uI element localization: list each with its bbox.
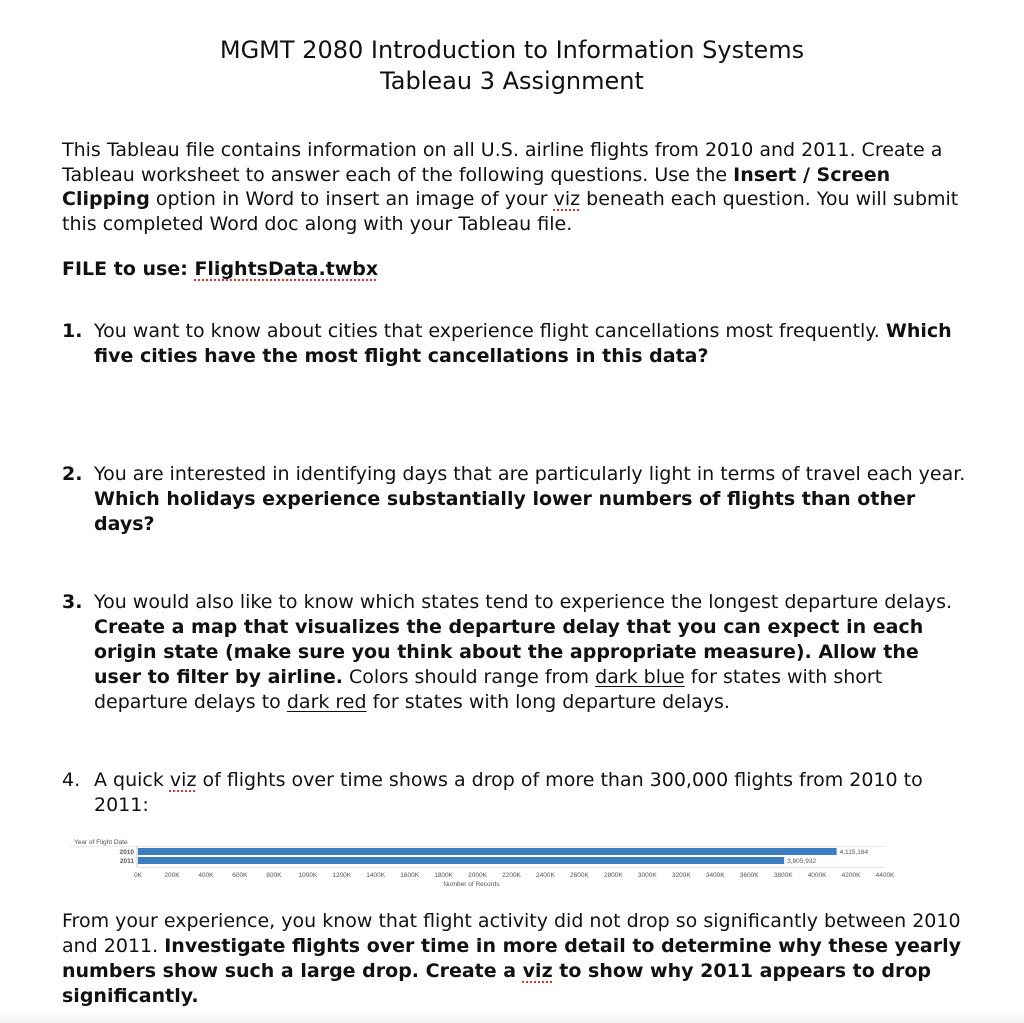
file-name: FlightsData.twbx bbox=[194, 258, 379, 280]
x-tick-label: 2200K bbox=[502, 872, 521, 879]
page-bottom-edge bbox=[0, 1010, 1024, 1023]
question-text: You are interested in identifying days that are particularly light in terms of travel each year. bbox=[94, 463, 966, 485]
value-label-2011: 3,805,932 bbox=[787, 858, 817, 865]
x-axis-label: Number of Records bbox=[443, 881, 500, 888]
question-4 bbox=[62, 768, 972, 818]
final-bold-1: Investigate flights over time in more detail to determine why these yearly numbers show such a large drop. Create a bbox=[62, 935, 961, 982]
insert-screen-clipping: Insert / Screen Clipping bbox=[62, 163, 891, 210]
category-label-2010: 2010 bbox=[119, 849, 134, 856]
question-number: 2. bbox=[62, 463, 83, 485]
final-paragraph bbox=[62, 909, 962, 1009]
question-number: 3. bbox=[62, 591, 83, 613]
bar-2010 bbox=[138, 848, 837, 855]
viz-word: viz bbox=[522, 960, 553, 982]
question-3 bbox=[62, 590, 972, 715]
value-label-2010: 4,115,164 bbox=[839, 849, 869, 856]
x-tick-label: 3000K bbox=[637, 872, 657, 879]
final-text: From your experience, you know that flight activity did not drop so significantly between 2010 and 2011. bbox=[62, 910, 961, 957]
x-tick-label: 2600K bbox=[570, 872, 589, 879]
question-text: for states with long departure delays. bbox=[366, 691, 730, 713]
intro-paragraph bbox=[62, 138, 962, 236]
x-tick-label: 3800K bbox=[773, 872, 793, 879]
x-tick-label: 2800K bbox=[603, 872, 623, 879]
question-text: A quick bbox=[94, 769, 170, 791]
question-1 bbox=[62, 319, 972, 369]
intro-text-2: option in Word to insert an image of your bbox=[149, 188, 554, 210]
file-label: FILE to use: bbox=[62, 258, 195, 280]
question-2 bbox=[62, 462, 972, 537]
x-tick-label: 200K bbox=[164, 872, 180, 879]
question-number: 4. bbox=[62, 769, 81, 791]
dark-red-text: dark red bbox=[286, 691, 367, 713]
flights-by-year-chart bbox=[70, 836, 900, 896]
assignment-title: Tableau 3 Assignment bbox=[380, 67, 644, 95]
x-tick-label: 3400K bbox=[705, 872, 725, 879]
question-bold: Create a map that visualizes the departure delay that you can expect in each origin state (make sure you think about the appropriate measure). Allow the user to filter by airline. bbox=[94, 616, 924, 688]
x-tick-label: 4400K bbox=[875, 872, 895, 879]
x-tick-label: 4000K bbox=[807, 872, 827, 879]
x-tick-label: 0K bbox=[134, 872, 142, 879]
category-label-2011: 2011 bbox=[119, 858, 134, 865]
x-tick-label: 400K bbox=[198, 872, 214, 879]
dark-blue-text: dark blue bbox=[595, 666, 685, 688]
chart-svg bbox=[70, 836, 900, 896]
course-title: MGMT 2080 Introduction to Information Systems bbox=[219, 36, 805, 64]
x-tick-label: 1000K bbox=[298, 872, 318, 879]
intro-text-3: beneath each question. You will submit this completed Word doc along with your Tableau file. bbox=[62, 188, 959, 235]
x-tick-label: 2400K bbox=[536, 872, 555, 879]
question-text: You would also like to know which states tend to experience the longest departure delays. bbox=[94, 591, 953, 613]
viz-word: viz bbox=[553, 188, 581, 210]
x-tick-label: 800K bbox=[266, 872, 282, 879]
intro-text-1: This Tableau file contains information on all U.S. airline flights from 2010 and 2011. Create a Tableau worksheet to answer each of the following questions. Use the bbox=[62, 139, 943, 186]
x-tick-label: 3600K bbox=[739, 872, 759, 879]
x-tick-label: 1400K bbox=[366, 872, 386, 879]
x-tick-label: 1200K bbox=[332, 872, 352, 879]
x-tick-label: 1800K bbox=[434, 872, 453, 879]
row-header: Year of Flight Date bbox=[74, 839, 128, 846]
question-number: 1. bbox=[62, 320, 83, 342]
question-text: You want to know about cities that experience flight cancellations most frequently. bbox=[94, 320, 886, 342]
x-tick-label: 2000K bbox=[468, 872, 487, 879]
bar-2011 bbox=[138, 857, 784, 864]
question-text: Colors should range from bbox=[342, 666, 596, 688]
x-tick-label: 600K bbox=[232, 872, 248, 879]
question-bold: Which holidays experience substantially lower numbers of flights than other days? bbox=[94, 488, 916, 535]
question-text: of flights over time shows a drop of more than 300,000 flights from 2010 to 2011: bbox=[94, 769, 923, 816]
final-bold-2: to show why 2011 appears to drop significantly. bbox=[62, 960, 932, 1007]
question-text: for states with short departure delays to bbox=[94, 666, 883, 713]
x-tick-label: 3200K bbox=[671, 872, 691, 879]
file-line bbox=[62, 257, 962, 282]
viz-word: viz bbox=[169, 769, 197, 791]
x-tick-label: 4200K bbox=[841, 872, 861, 879]
x-tick-label: 1600K bbox=[400, 872, 420, 879]
question-bold: Which five cities have the most flight cancellations in this data? bbox=[94, 320, 952, 367]
